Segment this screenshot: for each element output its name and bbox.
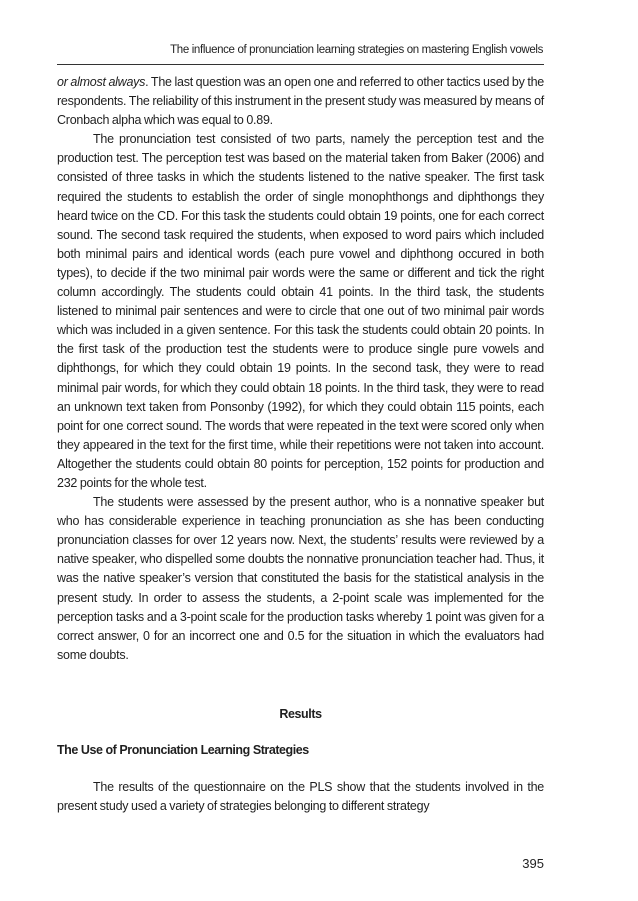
section-heading-results: Results xyxy=(279,707,322,721)
running-head: The influence of pronunciation learning strategies on mastering English vowels xyxy=(170,44,543,56)
paragraph-continuation-text: . The last question was an open one and referred to other tactics used by the respondents. The reliability of this instrument in the present study was measured by means of Cronbach alpha which was equal to 0.89. xyxy=(57,75,544,128)
body-text-results xyxy=(57,778,544,816)
paragraph-pronunciation-test: The pronunciation test consisted of two parts, namely the perception test and the production test. The perception test was based on the material taken from Baker (2006) and consisted of three tasks in which the students listened to the native speaker. The first task required the students to establish the order of single monophthongs and diphthongs they heard twice on the CD. For this task the students could obtain 19 points, one for each correct sound. The second task required the students, when exposed to word pairs which included both minimal pairs and identical words (each pure vowel and diphthong occured in both types), to decide if the two minimal pair words were the same or different and tick the right column accordingly. The students could obtain 41 points. In the third task, the students listened to minimal pair sentences and were to circle that one out of two minimal pair words which was included in a given sentence. For this task the students could obtain 20 points. In the first task of the production test the students were to produce single pure vowels and diphthongs, for which they could obtain 19 points. In the second task, they were to read minimal pair words, for which they could obtain 18 points. In the third task, they were to read an unknown text taken from Ponsonby (1992), for which they could obtain 115 points, each point for one correct sound. The words that were repeated in the text were scored only when they appeared in the text for the first time, while their repetitions were not taken into account. Altogether the students could obtain 80 points for perception, 152 points for production and 232 points for the whole test. xyxy=(57,132,544,490)
paragraph-results: The results of the questionnaire on the PLS show that the students involved in the present study used a variety of strategies belonging to different strategy xyxy=(57,780,544,814)
header-rule xyxy=(57,64,544,65)
page-number: 395 xyxy=(522,856,544,871)
paragraph-assessment: The students were assessed by the present author, who is a nonnative speaker but who has considerable experience in teaching pronunciation as she has been conducting pronunciation classes for over 12 years now. Next, the students’ results were reviewed by a native speaker, who dispelled some doubts the nonnative pronunciation teacher had. Thus, it was the native speaker’s version that constituted the basis for the statistical analysis in the present study. In order to assess the students, a 2-point scale was implemented for the perception tasks and a 3-point scale for the production tasks whereby 1 point was given for a correct answer, 0 for an incorrect one and 0.5 for the situation in which the evaluators had some doubts. xyxy=(57,495,544,662)
subsection-heading: The Use of Pronunciation Learning Strategies xyxy=(57,743,309,757)
paragraph-continuation xyxy=(57,73,544,130)
body-text xyxy=(57,73,544,665)
italic-phrase: or almost always xyxy=(57,75,146,89)
